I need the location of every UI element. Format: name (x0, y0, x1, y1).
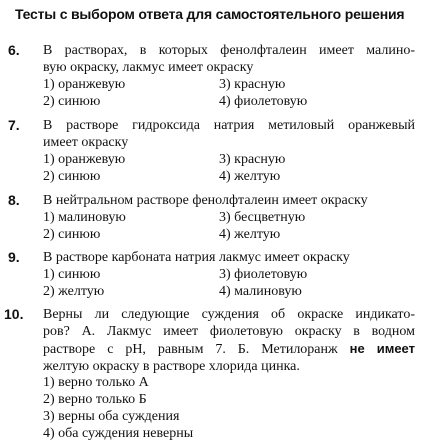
question-line: Верны ли следующие суждения об окраске индикато- (43, 307, 415, 322)
answer-option[interactable]: 3) красную (219, 152, 286, 167)
question-number: 7. (8, 117, 20, 133)
answer-option[interactable]: 4) малиновую (219, 284, 302, 299)
answer-option[interactable]: 2) верно только Б (43, 392, 147, 407)
page-title: Тесты с выбором ответа для самостоятельного решения (15, 6, 405, 22)
answer-option[interactable]: 2) желтую (43, 284, 105, 299)
question-line: В растворе гидроксида натрия метиловый оранжевый (43, 118, 415, 133)
answer-option[interactable]: 2) синюю (43, 169, 101, 184)
answer-option[interactable]: 1) синюю (43, 267, 101, 282)
question-line-part: растворе с pH, равным 7. Б. Метилоранж (43, 342, 338, 357)
question-line: В нейтральном растворе фенолфталеин имеет окраску (43, 193, 368, 208)
question-line: ров? А. Лакмус имеет фиолетовую окраску в водном (43, 324, 415, 339)
answer-option[interactable]: 1) оранжевую (43, 152, 126, 167)
question-text (43, 42, 415, 76)
answer-option[interactable]: 4) фиолетовую (219, 94, 308, 109)
answer-option[interactable]: 3) верны оба суждения (43, 409, 180, 424)
question-number: 10. (4, 306, 24, 322)
answer-option[interactable]: 3) красную (219, 77, 286, 92)
answer-option[interactable]: 3) фиолетовую (219, 267, 308, 282)
question-text (43, 306, 415, 375)
question-line: вую окраску, лакмус имеет окраску (43, 60, 254, 75)
answer-option[interactable]: 2) синюю (43, 227, 101, 242)
answer-option[interactable]: 1) верно только А (43, 375, 149, 390)
question-line: имеет окраску (43, 135, 129, 150)
answer-option[interactable]: 4) оба суждения неверны (43, 426, 194, 441)
answer-option[interactable]: 4) желтую (219, 169, 281, 184)
answer-option[interactable]: 4) желтую (219, 227, 281, 242)
question-line-with-emphasis (43, 340, 415, 358)
question-text (43, 117, 415, 151)
answer-option[interactable]: 1) малиновую (43, 210, 126, 225)
question-number: 6. (8, 42, 20, 58)
answer-option[interactable]: 3) бесцветную (219, 210, 306, 225)
answer-option[interactable]: 1) оранжевую (43, 77, 126, 92)
question-text (43, 192, 415, 209)
emphasis-text: не имеет (349, 341, 415, 356)
question-line: В растворах, в которых фенолфталеин имеет малино- (43, 43, 415, 58)
question-text (43, 249, 415, 266)
question-number: 8. (8, 192, 20, 208)
question-line: В растворе карбоната натрия лакмус имеет окраску (43, 250, 350, 265)
question-number: 9. (8, 249, 20, 265)
question-line: желтую окраску в растворе хлорида цинка. (43, 359, 300, 374)
answer-option[interactable]: 2) синюю (43, 94, 101, 109)
